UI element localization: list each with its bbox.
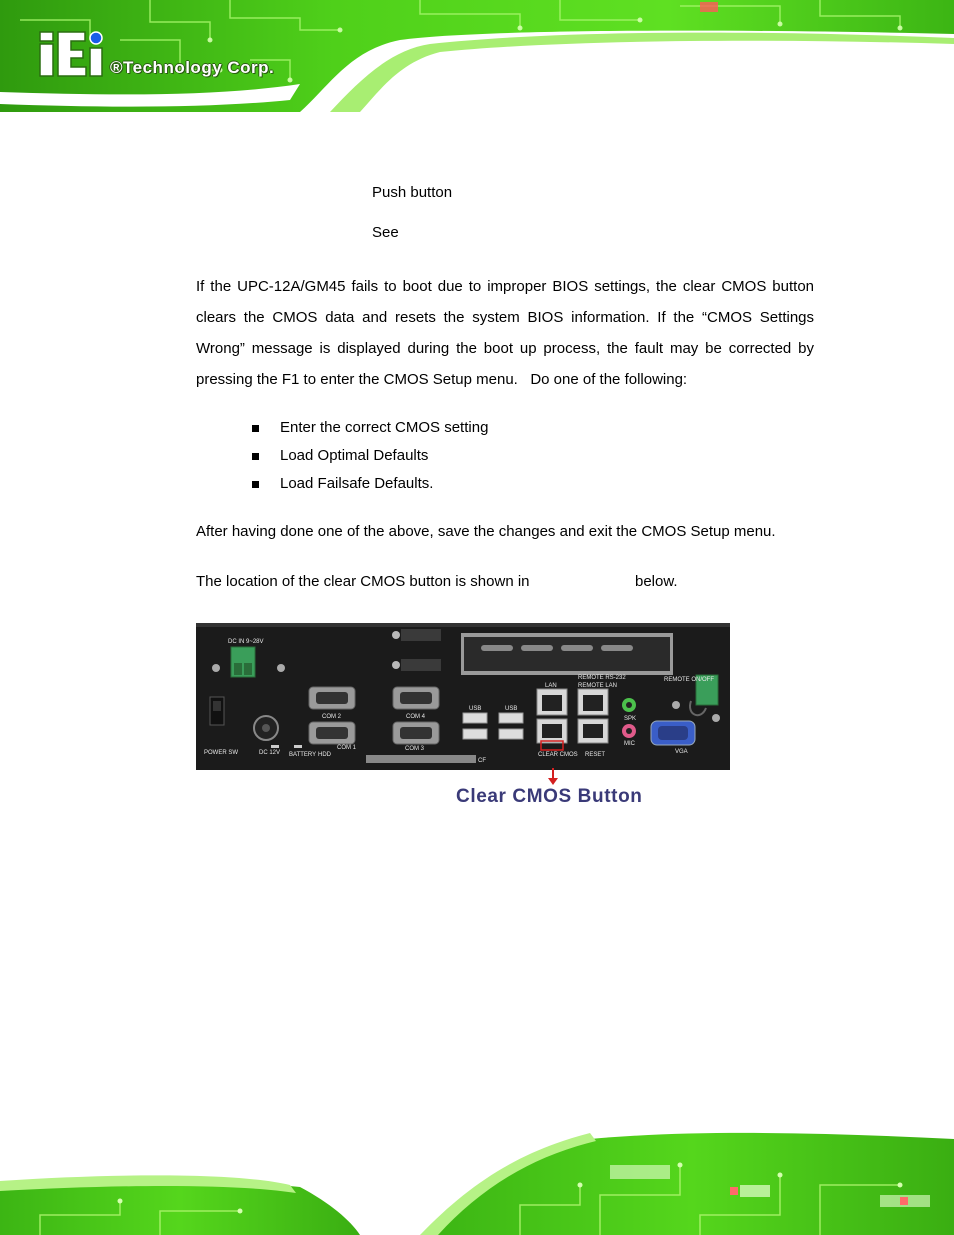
pcb-footer-graphic [0, 1125, 954, 1235]
label-vga: VGA [675, 749, 688, 755]
options-list [252, 414, 488, 498]
label-cf: CF [478, 758, 486, 764]
figure-caption: Clear CMOS Button [456, 786, 643, 807]
label-com3: COM 3 [405, 746, 425, 752]
label-remote-onoff: REMOTE ON/OFF [664, 677, 714, 683]
pointer-arrow-icon [546, 768, 560, 786]
label-clear-cmos-small: CLEAR CMOS [538, 752, 578, 758]
rear-panel-photo [196, 623, 730, 770]
label-battery: BATTERY [289, 752, 317, 758]
see-line: See [372, 224, 399, 241]
list-item: Enter the correct CMOS setting [252, 414, 488, 442]
page-header [0, 0, 954, 112]
label-power-sw: POWER SW [204, 750, 238, 756]
bullet-icon [252, 481, 259, 488]
bullet-icon [252, 453, 259, 460]
label-usb-b: USB [505, 706, 518, 712]
pcb-header-graphic [0, 0, 954, 112]
label-dc-12v: DC 12V [259, 750, 281, 756]
page-footer [0, 1125, 954, 1235]
bullet-icon [252, 425, 259, 432]
label-com2: COM 2 [322, 714, 342, 720]
company-name: ®Technology Corp. [110, 58, 275, 77]
after-paragraph: After having done one of the above, save the changes and exit the CMOS Setup menu. [196, 523, 776, 540]
label-hdd: HDD [318, 752, 331, 758]
push-button-line: Push button [372, 184, 453, 201]
label-dc-in: DC IN 9~28V [228, 639, 264, 645]
label-com1: COM 1 [337, 745, 357, 751]
list-item: Load Optimal Defaults [252, 442, 488, 470]
location-text-end: below. [635, 573, 678, 590]
label-mic: MIC [624, 741, 635, 747]
label-lan: LAN [545, 683, 557, 689]
label-com4: COM 4 [406, 714, 426, 720]
label-remote-rs232: REMOTE RS-232 [578, 675, 626, 681]
label-usb-a: USB [469, 706, 482, 712]
label-reset: RESET [585, 752, 606, 758]
label-spk: SPK [624, 716, 637, 722]
location-text: The location of the clear CMOS button is shown in [196, 573, 530, 590]
list-item: Load Failsafe Defaults. [252, 470, 488, 498]
label-remote-lan: REMOTE LAN [578, 683, 618, 689]
intro-paragraph: If the UPC-12A/GM45 fails to boot due to improper BIOS settings, the clear CMOS button clears the CMOS data and resets the system BIOS information. If the “CMOS Settings Wrong” message is displayed during the boot up process, the fault may be corrected by pressing the F1 to enter the CMOS Setup menu. Do one of the following: [196, 278, 814, 388]
